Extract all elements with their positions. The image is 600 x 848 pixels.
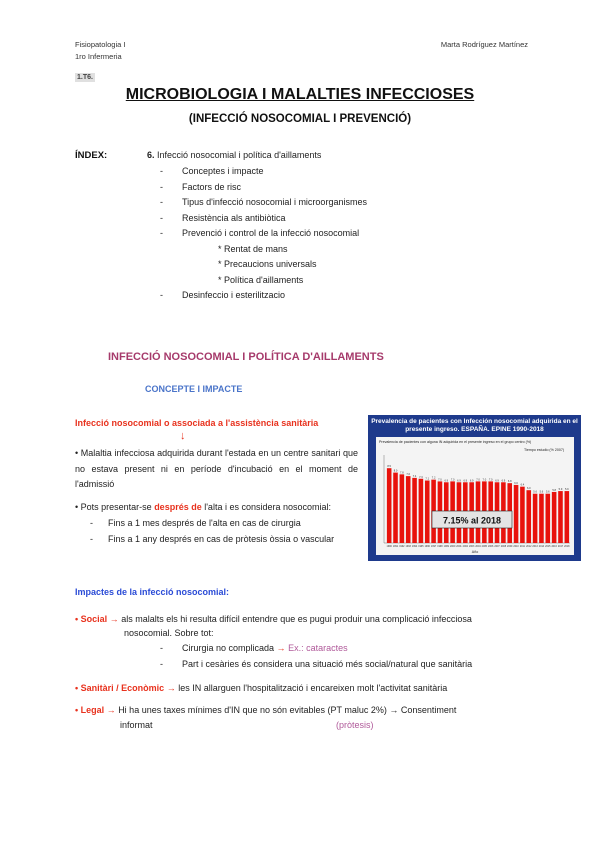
chart-x-tick-label: 1994 xyxy=(411,545,418,548)
page-subtitle: (INFECCIÓ NOSOCOMIAL I PREVENCIÓ) xyxy=(188,113,412,125)
chart-x-tick-label: 2008 xyxy=(500,545,507,548)
impact-social-sublist xyxy=(160,641,560,672)
definition-bullet-2 xyxy=(75,500,365,516)
chart-bar-label: 7.2 xyxy=(431,476,436,480)
chart-x-tick-label: 1996 xyxy=(424,545,430,548)
chart-x-tick-label: 1998 xyxy=(437,545,443,548)
index-item xyxy=(160,181,460,197)
arrow-right-icon: → xyxy=(107,614,122,624)
chart-bar-label: 7.1 xyxy=(425,477,430,481)
impact-social-text: als malalts els hi resulta difícil entendre que es pugui produir una complicació infecciosa xyxy=(121,614,472,624)
chart-bar xyxy=(419,479,424,543)
unit-badge: 1.T6. xyxy=(77,74,93,81)
chart-x-tick-label: 2011 xyxy=(519,545,525,548)
index-subitem: * Precaucions universals xyxy=(218,259,317,269)
chart-bar-label: 7.3 xyxy=(419,475,423,479)
chart-svg xyxy=(376,437,574,555)
bullet2-text-pre: • Pots presentar-se xyxy=(75,502,155,512)
chart-bar xyxy=(425,481,430,543)
chart-bar-label: 7.0 xyxy=(482,478,487,482)
page-title: MICROBIOLOGIA I MALALTIES INFECCIOSES xyxy=(125,86,475,103)
chart-bar-label: 6.4 xyxy=(520,483,525,487)
index-number: 6. xyxy=(147,150,155,160)
example-text: Ex.: cataractes xyxy=(288,643,348,653)
chart-bar xyxy=(514,485,519,543)
chart-bar xyxy=(520,487,525,543)
definition-bullet-1: • Malaltia infecciosa adquirida durant l'estada en un centre sanitari que no estava present ni en període d'incubació en el moment de l'admissió xyxy=(75,448,358,489)
chart-bar-label: 5.6 xyxy=(533,490,537,494)
dash-bullet: - xyxy=(160,658,163,669)
chart-bar-label: 5.8 xyxy=(552,488,556,492)
chart-callout: 7.15% al 2018 xyxy=(442,515,502,526)
chart-bar-label: 6.6 xyxy=(514,481,518,485)
index-list xyxy=(160,165,460,305)
course-name: Fisiopatologia I xyxy=(75,40,126,49)
chart-x-tick-label: 2007 xyxy=(494,545,500,548)
impact-sanitari xyxy=(75,681,555,697)
index-subitem: * Política d'aillaments xyxy=(218,274,304,285)
chart-x-tick-label: 1990 xyxy=(386,545,392,548)
chart-bar-label: 8.0 xyxy=(393,469,398,473)
chart-plot-area xyxy=(376,437,574,555)
index-item-text: Desinfeccio i esterilitzacio xyxy=(182,290,286,300)
chart-bar xyxy=(546,494,551,543)
chart-bar-label: 8.5 xyxy=(387,465,391,469)
dash-bullet: - xyxy=(160,643,163,653)
bullet2-text-post: l'alta i es considera nosocomial: xyxy=(201,502,332,512)
impact-social-subitem xyxy=(160,657,560,673)
impact-social-subitem xyxy=(160,641,560,657)
chart-x-tick-label: 2014 xyxy=(538,545,545,548)
chart-bar xyxy=(406,476,411,543)
index-item-text: Factors de risc xyxy=(182,181,242,192)
chart-bar-label: 5.6 xyxy=(545,490,550,494)
chart-bar xyxy=(552,492,557,543)
impact-social-text-2: nosocomial. Sobre tot: xyxy=(124,628,214,638)
chart-bar-label: 6.9 xyxy=(501,479,506,483)
section-title: INFECCIÓ NOSOCOMIAL I POLÍTICA D'AILLAMENTS xyxy=(108,351,384,363)
chart-x-tick-label: 2006 xyxy=(488,545,494,548)
chart-bar xyxy=(400,474,405,543)
impact-sanitari-text: les IN allarguen l'hospitalització i encareixen molt l'activitat sanitària xyxy=(178,683,448,693)
chart-x-tick-label: 1991 xyxy=(392,545,399,548)
chart-bar xyxy=(539,494,544,543)
definition-subitem xyxy=(90,516,370,532)
definition-sublist xyxy=(90,516,370,547)
chart-x-tick-label: 2001 xyxy=(456,545,462,548)
impact-legal-note: (pròtesis) xyxy=(336,720,374,730)
dash-bullet: - xyxy=(160,181,163,192)
nosocomial-prevalence-chart xyxy=(368,415,581,561)
chart-x-tick-label: 2010 xyxy=(513,545,519,548)
chart-x-tick-label: 2018 xyxy=(564,545,570,548)
impact-legal-text-2: informat xyxy=(120,720,153,730)
chart-bar-label: 6.0 xyxy=(526,487,531,491)
index-item-text: Tipus d'infecció nosocomial i microorganismes xyxy=(182,197,367,207)
dash-bullet: - xyxy=(160,290,163,300)
chart-bar xyxy=(412,478,417,543)
author-name: Marta Rodríguez Martínez xyxy=(440,40,528,49)
chart-x-tick-label: 1997 xyxy=(430,545,437,548)
chart-bar xyxy=(387,468,392,543)
dash-bullet: - xyxy=(90,533,93,544)
index-item xyxy=(160,196,460,212)
dash-bullet: - xyxy=(90,518,93,528)
chart-x-tick-label: 2000 xyxy=(449,545,456,548)
subitem-text: Part i cesàries és considera una situació més social/natural que sanitària xyxy=(182,658,473,669)
chart-title: Prevalencia de pacientes con Infección nosocomial adquirida en el presente ingreso. ESPAÑA. EPINE 1990-2018 xyxy=(371,418,578,433)
chart-bar-label: 6.9 xyxy=(463,479,468,483)
chart-bar-label: 6.9 xyxy=(457,479,461,483)
chart-bar-label: 7.0 xyxy=(488,478,493,482)
chart-bar-label: 7.0 xyxy=(438,478,442,482)
arrow-right-icon: → xyxy=(104,705,119,715)
dash-bullet: - xyxy=(160,212,163,223)
chart-x-tick-label: 2013 xyxy=(532,545,538,548)
chart-legend: Tiempo estudio (% 2007) xyxy=(524,448,565,452)
index-item xyxy=(160,212,460,228)
bullet2-highlight: després de xyxy=(154,502,202,512)
subitem-text: Cirurgia no complicada xyxy=(182,643,277,653)
chart-x-tick-label: 2012 xyxy=(526,545,532,548)
chart-x-tick-label: 2005 xyxy=(481,545,488,548)
dash-bullet: - xyxy=(160,166,163,176)
chart-x-tick-label: 1992 xyxy=(399,545,405,548)
chart-x-tick-label: 1999 xyxy=(443,545,449,548)
definition-subitem-text: Fins a 1 any després en cas de pròtesis òssia o vascular xyxy=(108,533,335,544)
index-item xyxy=(160,165,460,181)
index-item-text: Prevenció i control de la infecció nosocomial xyxy=(182,228,360,238)
index-subitem: * Rentat de mans xyxy=(218,243,288,254)
chart-x-label: Año xyxy=(471,550,479,554)
arrow-right-icon: → xyxy=(164,683,179,693)
impact-legal-text: Hi ha unes taxes mínimes d'IN que no són evitables (PT maluc 2%) → Consentiment xyxy=(118,705,457,715)
chart-bar xyxy=(393,473,398,543)
chart-inner-title: Prevalencia de pacientes con alguna IN adquirida en el presente ingreso en el grupo centro (%) xyxy=(379,440,532,444)
definition-subitem-text: Fins a 1 mes després de l'alta en cas de cirurgia xyxy=(108,518,301,528)
impact-social-label: • Social xyxy=(75,614,108,624)
chart-bar-label: 7.0 xyxy=(476,478,480,482)
chart-bar-label: 5.9 xyxy=(565,488,569,492)
chart-x-tick-label: 2002 xyxy=(462,545,468,548)
impact-legal xyxy=(75,703,555,719)
definition-subitem xyxy=(90,532,370,548)
chart-x-tick-label: 2009 xyxy=(507,545,513,548)
index-label: ÍNDEX: xyxy=(75,150,108,161)
chart-x-tick-label: 2004 xyxy=(475,545,481,548)
chart-bars xyxy=(387,464,571,548)
definition-heading: Infecció nosocomial o associada a l'assistència sanitària xyxy=(75,418,319,428)
index-item-text: Conceptes i impacte xyxy=(182,166,264,176)
chart-bar-label: 7.0 xyxy=(450,478,455,482)
chart-x-tick-label: 2017 xyxy=(557,545,564,548)
down-arrow-icon: ↓ xyxy=(180,430,186,442)
chart-bar xyxy=(526,490,531,543)
chart-bar xyxy=(533,494,538,543)
chart-x-tick-label: 1995 xyxy=(418,545,424,548)
chart-bar xyxy=(565,491,570,543)
index-item xyxy=(160,289,460,305)
dash-bullet: - xyxy=(160,197,163,207)
dash-bullet: - xyxy=(160,228,163,238)
chart-x-tick-label: 2016 xyxy=(551,545,557,548)
chart-x-tick-label: 2003 xyxy=(468,545,475,548)
chart-bar-label: 7.4 xyxy=(412,474,417,478)
section-subtitle: CONCEPTE I IMPACTE xyxy=(145,384,243,394)
chart-bar-label: 6.9 xyxy=(444,479,449,483)
chart-bar-label: 5.6 xyxy=(539,490,544,494)
impact-legal-label: • Legal xyxy=(75,705,105,715)
chart-bar-label: 6.9 xyxy=(469,479,474,483)
chart-bar-label: 5.9 xyxy=(558,488,563,492)
index-item-text: Resistència als antibiòtica xyxy=(182,212,286,223)
chart-x-tick-label: 2015 xyxy=(545,545,551,548)
index-heading xyxy=(147,149,321,161)
chart-x-tick-label: 1993 xyxy=(405,545,411,548)
index-heading-text: Infecció nosocomial i política d'aillaments xyxy=(157,150,322,160)
chart-bar xyxy=(558,491,563,543)
impacts-heading: Impactes de la infecció nosocomial: xyxy=(75,587,230,597)
course-year: 1ro Infermeria xyxy=(75,52,122,61)
chart-bar-label: 7.8 xyxy=(400,471,404,475)
arrow-right-icon: → xyxy=(276,643,289,653)
chart-bar-label: 6.8 xyxy=(507,480,512,484)
index-item xyxy=(160,227,460,243)
chart-bar-label: 7.6 xyxy=(406,473,411,477)
chart-bar-label: 6.9 xyxy=(495,479,499,483)
impact-sanitari-label: • Sanitàri / Econòmic xyxy=(75,683,165,693)
